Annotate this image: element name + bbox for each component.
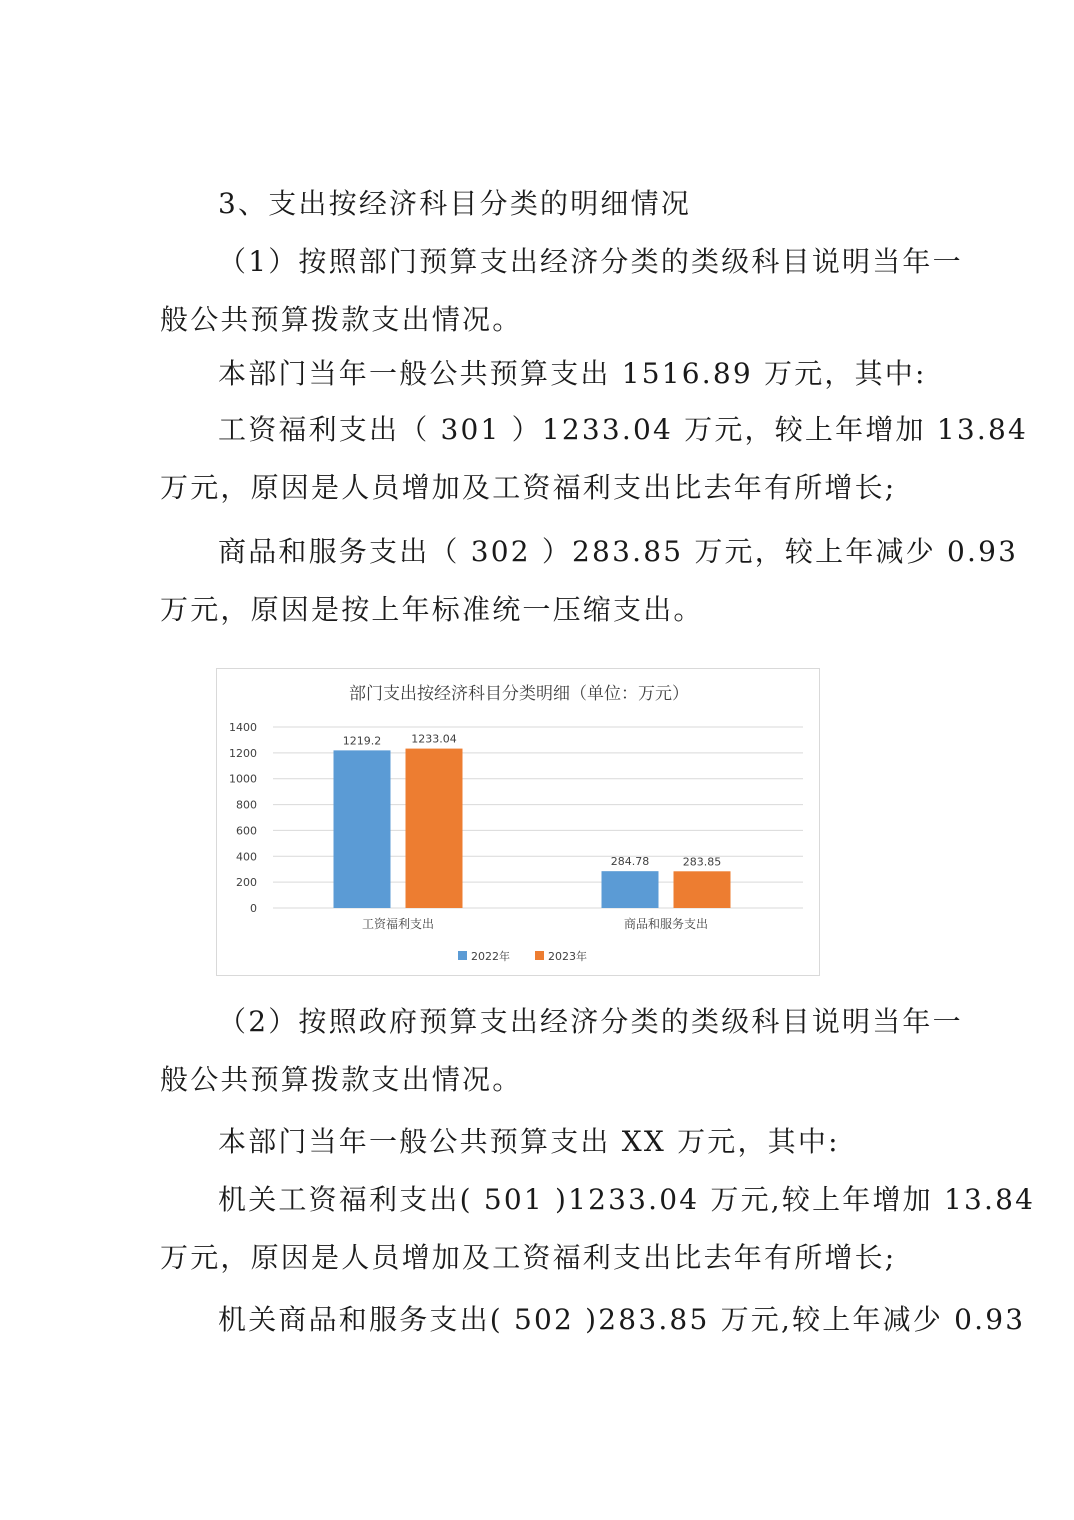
bar-data-label: 1233.04	[411, 732, 457, 746]
paragraph-1-line-1: （1）按照部门预算支出经济分类的类级科目说明当年一	[218, 245, 963, 278]
y-tick-label: 1200	[229, 746, 257, 760]
y-tick-label: 800	[236, 798, 257, 812]
paragraph-5-line-1: （2）按照政府预算支出经济分类的类级科目说明当年一	[218, 1005, 963, 1038]
bar	[674, 871, 731, 908]
paragraph-1-line-2: 般公共预算拨款支出情况。	[160, 303, 523, 336]
heading-3: 3、支出按经济科目分类的明细情况	[218, 187, 692, 220]
bar-data-label: 1219.2	[342, 734, 382, 748]
paragraph-3-line-2: 万元，原因是人员增加及工资福利支出比去年有所增长;	[160, 471, 897, 504]
paragraph-2: 本部门当年一般公共预算支出 1516.89 万元，其中:	[218, 357, 927, 390]
paragraph-7-line-1: 机关工资福利支出( 501 )1233.04 万元,较上年增加 13.84	[218, 1183, 1036, 1216]
y-tick-label: 200	[236, 876, 257, 890]
x-category-label: 商品和服务支出	[623, 917, 709, 931]
legend-swatch	[458, 951, 467, 960]
paragraph-3-line-1: 工资福利支出（ 301 ）1233.04 万元，较上年增加 13.84	[218, 413, 1028, 446]
legend-label: 2023年	[548, 950, 587, 963]
bar	[602, 871, 659, 908]
bar-data-label: 284.78	[610, 855, 650, 869]
bar	[334, 750, 391, 908]
y-tick-label: 400	[236, 850, 257, 864]
chart-title: 部门支出按经济科目分类明细（单位：万元）	[349, 684, 689, 704]
paragraph-8-line-1: 机关商品和服务支出( 502 )283.85 万元,较上年减少 0.93	[218, 1303, 1026, 1336]
paragraph-4-line-1: 商品和服务支出（ 302 ）283.85 万元，较上年减少 0.93	[218, 535, 1019, 568]
y-tick-label: 1400	[229, 721, 257, 734]
paragraph-4-line-2: 万元，原因是按上年标准统一压缩支出。	[160, 593, 704, 626]
expenditure-bar-chart	[216, 668, 820, 976]
paragraph-6: 本部门当年一般公共预算支出 XX 万元，其中:	[218, 1125, 840, 1158]
bar	[406, 749, 463, 908]
paragraph-5-line-2: 般公共预算拨款支出情况。	[160, 1063, 523, 1096]
x-category-label: 工资福利支出	[361, 917, 435, 931]
legend-swatch	[535, 951, 544, 960]
y-tick-label: 1000	[229, 772, 257, 786]
bar-data-label: 283.85	[682, 855, 722, 869]
legend-label: 2022年	[471, 950, 510, 963]
chart-canvas	[217, 669, 821, 977]
paragraph-7-line-2: 万元，原因是人员增加及工资福利支出比去年有所增长;	[160, 1241, 897, 1274]
y-tick-label: 600	[236, 824, 257, 838]
y-tick-label: 0	[250, 902, 257, 915]
